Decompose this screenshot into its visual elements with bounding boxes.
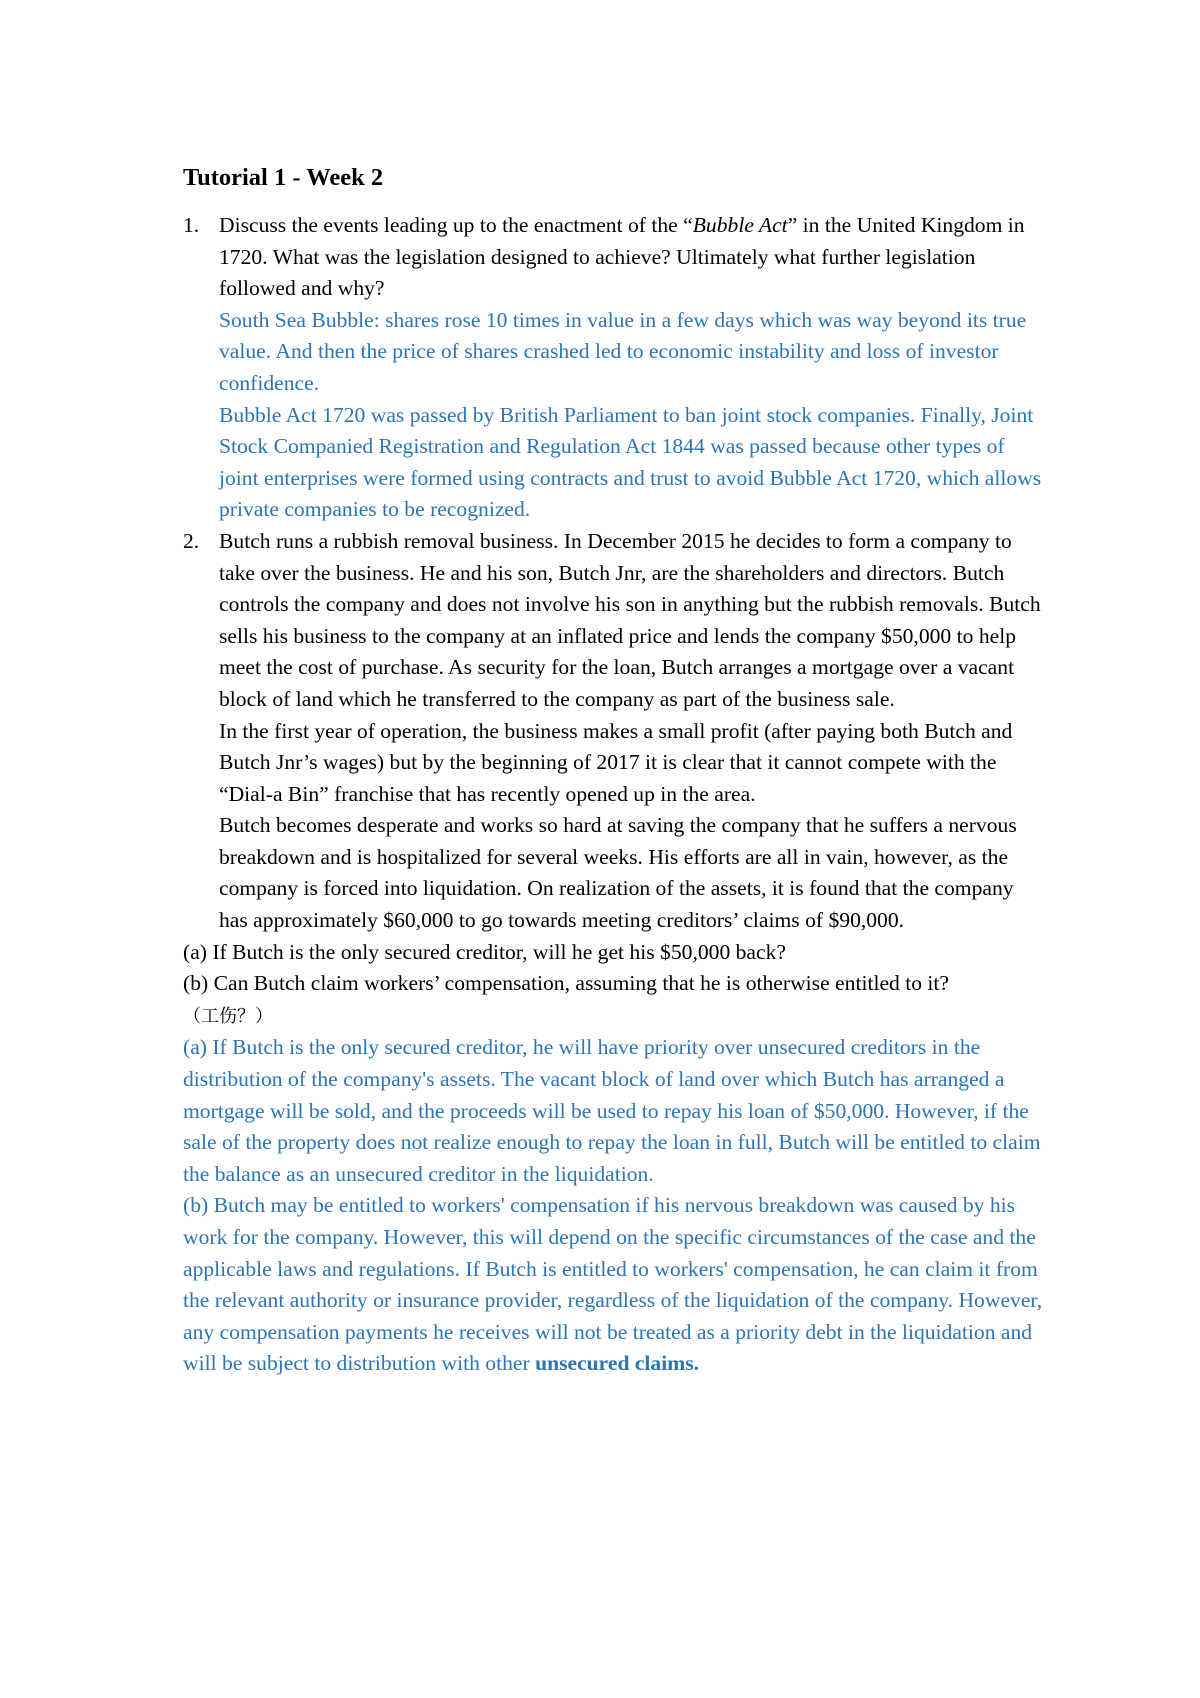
question-1-text <box>219 210 1043 305</box>
answer-b-text: (b) Butch may be entitled to workers' compensation if his nervous breakdown was caused by his work for the company. However, this will depend on the specific circumstances of the case and the applicable laws and regulations. If Butch is entitled to workers' compensation, he can claim it from the relevant authority or insurance provider, regardless of the liquidation of the company. However, any compensation payments he receives will not be treated as a priority debt in the liquidation and will be subject to distribution with other <box>183 1193 1043 1376</box>
question-2-paragraph-1: Butch runs a rubbish removal business. In December 2015 he decides to form a company to take over the business. He and his son, Butch Jnr, are the shareholders and directors. Butch controls the company and does not involve his son in anything but the rubbish removals. Butch sells his business to the company at an inflated price and lends the company $50,000 to help meet the cost of purchase. As security for the loan, Butch arranges a mortgage over a vacant block of land which he transferred to the company as part of the business sale. <box>219 528 1041 711</box>
question-2-number: 2. <box>183 528 200 553</box>
question-1-text-start: Discuss the events leading up to the enactment of the “ <box>219 213 693 237</box>
sub-question-b <box>183 968 1043 1032</box>
handwritten-note: （工伤？） <box>183 1005 273 1027</box>
question-2-paragraph-3: Butch becomes desperate and works so hard at saving the company that he suffers a nervous breakdown and is hospitalized for several weeks. His efforts are all in vain, however, as the company is forced into liquidation. On realization of the assets, it is found that the company has approximately $60,000 to go towards meeting creditors’ claims of $90,000. <box>219 813 1017 933</box>
question-1-text-end: ” in the United Kingdom in 1720. What was the legislation designed to achieve? Ultimately what further legislation followed and why? <box>219 213 1025 301</box>
answer-b <box>183 1190 1043 1380</box>
bubble-act-italic: Bubble Act <box>692 213 788 237</box>
sub-question-b-text: (b) Can Butch claim workers’ compensation, assuming that he is otherwise entitled to it? <box>183 971 949 996</box>
question-2 <box>183 526 1043 937</box>
answer-1-paragraph-2: Bubble Act 1720 was passed by British Parliament to ban joint stock companies. Finally, Joint Stock Companied Registration and Regulation Act 1844 was passed because other types of joint enterprises were formed using contracts and trust to avoid Bubble Act 1720, which allows private companies to be recognized. <box>219 402 1042 522</box>
question-2-paragraph-2: In the first year of operation, the business makes a small profit (after paying both Butch and Butch Jnr’s wages) but by the beginning of 2017 it is clear that it cannot compete with the “Dial-a Bin” franchise that has recently opened up in the area. <box>219 718 1013 806</box>
answer-1-paragraph-1: South Sea Bubble: shares rose 10 times in value in a few days which was way beyond its true value. And then the price of shares crashed led to economic instability and loss of investor confidence. <box>219 307 1027 395</box>
sub-question-a: (a) If Butch is the only secured creditor, will he get his $50,000 back? <box>183 939 786 964</box>
answer-a: (a) If Butch is the only secured creditor, he will have priority over unsecured creditors in the distribution of the company's assets. The vacant block of land over which Butch has arranged a mortgage will be sold, and the proceeds will be used to repay his loan of $50,000. However, if the sale of the property does not realize enough to repay the loan in full, Butch will be entitled to claim the balance as an unsecured creditor in the liquidation. <box>183 1035 1041 1186</box>
page-title: Tutorial 1 - Week 2 <box>183 164 384 191</box>
question-1-number: 1. <box>183 213 200 237</box>
document-body <box>183 210 1043 1380</box>
question-1 <box>183 210 1043 526</box>
answer-b-bold: unsecured claims. <box>535 1351 700 1376</box>
